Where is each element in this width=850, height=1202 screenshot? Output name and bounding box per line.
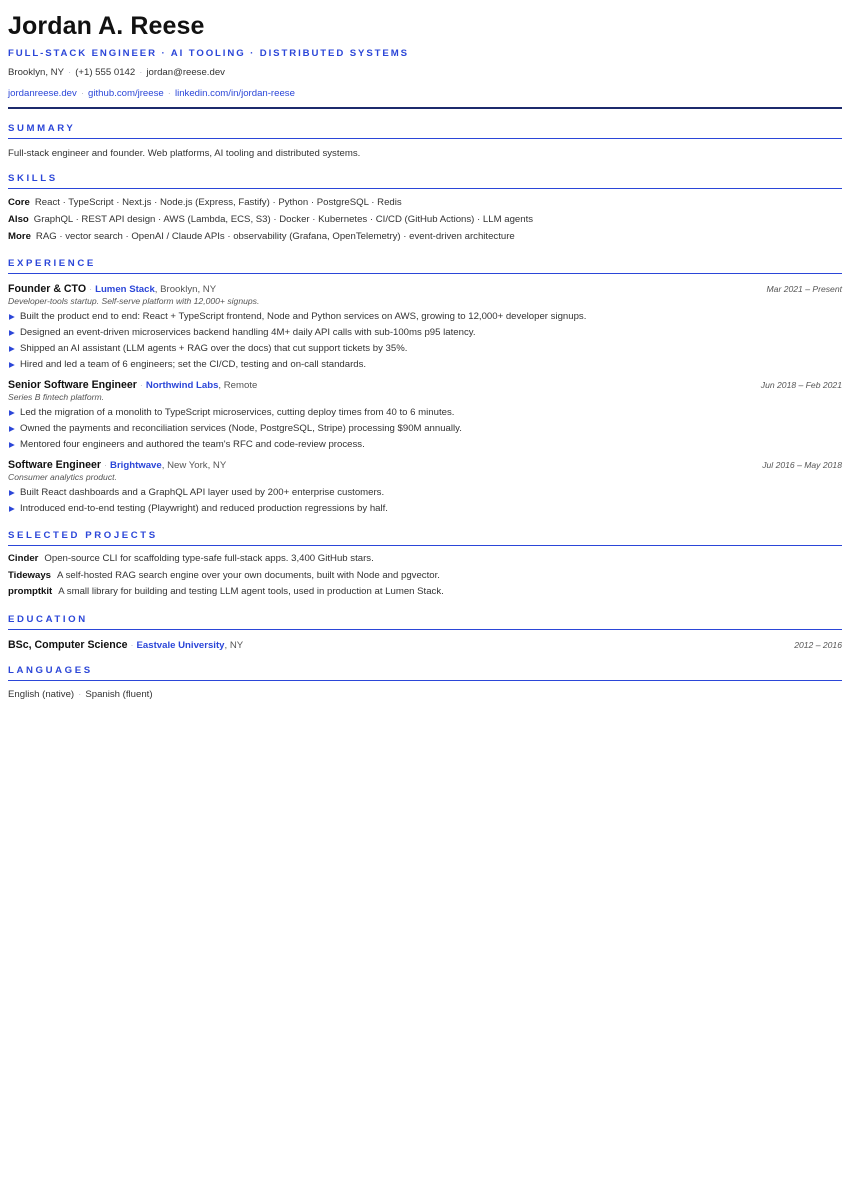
skills-list — [8, 194, 842, 245]
location: Brooklyn, NY — [8, 67, 64, 78]
education-section — [8, 614, 842, 652]
company-name: Brightwave — [110, 460, 162, 471]
project-description: Open-source CLI for scaffolding type-safe full-stack apps. 3,400 GitHub stars. — [44, 553, 374, 564]
project-item — [8, 551, 842, 568]
languages-section — [8, 665, 842, 701]
section-title-languages: LANGUAGES — [8, 665, 842, 681]
email: jordan@reese.dev — [146, 67, 225, 78]
triangle-bullet-icon: ▶ — [9, 344, 15, 353]
language-item: Spanish (fluent) — [85, 688, 153, 700]
projects-section — [8, 530, 842, 601]
skill-items: GraphQL · REST API design · AWS (Lambda, ECS, S3) · Docker · Kubernetes · CI/CD (GitHub Actions) · LLM agents — [33, 214, 534, 225]
separator: · — [104, 460, 108, 470]
list-item — [8, 485, 842, 501]
job-title: Founder & CTO — [8, 283, 87, 295]
bullet-text: Designed an event-driven microservices backend handling 4M+ daily API calls with sub-100ms p95 latency. — [20, 327, 476, 338]
bullet-text: Mentored four engineers and authored the team's RFC and code-review process. — [20, 439, 365, 450]
skill-label: Core — [8, 197, 30, 208]
triangle-bullet-icon: ▶ — [9, 440, 15, 449]
links-line — [8, 88, 842, 100]
company-description: Series B fintech platform. — [8, 392, 105, 402]
skill-row — [8, 228, 842, 245]
triangle-bullet-icon: ▶ — [9, 312, 15, 321]
bullet-text: Shipped an AI assistant (LLM agents + RAG over the docs) that cut support tickets by 35%. — [20, 343, 408, 354]
skill-items: RAG · vector search · OpenAI / Claude APIs · observability (Grafana, OpenTelemetry) · event-driven architecture — [35, 231, 515, 242]
languages-list — [8, 689, 842, 701]
skill-label: Also — [8, 214, 29, 225]
triangle-bullet-icon: ▶ — [9, 424, 15, 433]
education-dates: 2012 – 2016 — [794, 639, 842, 650]
linkedin-link[interactable]: linkedin.com/in/jordan-reese — [174, 88, 295, 99]
job-header — [8, 283, 842, 296]
list-item — [8, 309, 842, 325]
section-title-projects: SELECTED PROJECTS — [8, 530, 842, 546]
github-link[interactable]: github.com/jreese — [88, 88, 164, 99]
skill-items: React · TypeScript · Next.js · Node.js (Express, Fastify) · Python · PostgreSQL · Redis — [34, 197, 402, 208]
section-title-summary: SUMMARY — [8, 123, 842, 139]
project-item — [8, 568, 842, 585]
skill-label: More — [8, 231, 31, 242]
job-title: Software Engineer — [8, 459, 102, 471]
separator: · — [139, 67, 143, 78]
triangle-bullet-icon: ▶ — [9, 488, 15, 497]
skills-section — [8, 173, 842, 245]
job-header — [8, 379, 842, 392]
section-title-experience: EXPERIENCE — [8, 258, 842, 274]
separator: · — [130, 639, 134, 650]
separator: · — [78, 688, 82, 700]
projects-list — [8, 551, 842, 601]
job-dates: Jul 2016 – May 2018 — [762, 460, 842, 470]
project-name: Cinder — [8, 553, 39, 564]
separator: · — [89, 284, 93, 294]
language-item: English (native) — [8, 688, 75, 700]
section-title-skills: SKILLS — [8, 173, 842, 189]
skill-row — [8, 194, 842, 211]
bullet-text: Owned the payments and reconciliation services (Node, PostgreSQL, Stripe) processing $90M annually. — [20, 423, 462, 434]
separator: · — [167, 88, 171, 99]
company-description: Developer-tools startup. Self-serve platform with 12,000+ signups. — [8, 296, 260, 306]
candidate-name: Jordan A. Reese — [8, 12, 205, 40]
job-bullets — [8, 405, 842, 453]
separator: · — [80, 88, 85, 99]
company-description: Consumer analytics product. — [8, 472, 117, 482]
job-dates: Mar 2021 – Present — [766, 284, 842, 294]
school-name: Eastvale University — [136, 639, 225, 651]
website-link[interactable]: jordanreese.dev — [8, 88, 77, 99]
job-location: , Remote — [218, 380, 258, 391]
resume-header — [8, 12, 842, 109]
job-bullets — [8, 485, 842, 517]
job-title: Senior Software Engineer — [8, 379, 137, 391]
job-header — [8, 459, 842, 472]
separator: · — [67, 67, 72, 78]
list-item — [8, 341, 842, 357]
bullet-text: Built React dashboards and a GraphQL API layer used by 200+ enterprise customers. — [20, 487, 385, 498]
summary-text: Full-stack engineer and founder. Web platforms, AI tooling and distributed systems. — [8, 148, 361, 159]
triangle-bullet-icon: ▶ — [9, 408, 15, 417]
list-item — [8, 405, 842, 421]
school-location: , NY — [224, 639, 244, 651]
triangle-bullet-icon: ▶ — [9, 504, 15, 513]
job-entry — [8, 283, 842, 373]
project-item — [8, 584, 842, 601]
contact-line — [8, 67, 842, 79]
job-location: , Brooklyn, NY — [154, 284, 217, 295]
list-item — [8, 357, 842, 373]
project-description: A small library for building and testing LLM agent tools, used in production at Lumen Stack. — [58, 586, 444, 597]
company-name: Lumen Stack — [95, 284, 155, 295]
job-entry — [8, 379, 842, 453]
skill-row — [8, 211, 842, 228]
bullet-text: Led the migration of a monolith to TypeScript microservices, cutting deploy times from 40 to 6 minutes. — [20, 407, 455, 418]
list-item — [8, 437, 842, 453]
phone: (+1) 555 0142 — [75, 67, 136, 78]
list-item — [8, 325, 842, 341]
section-title-education: EDUCATION — [8, 614, 842, 630]
job-entry — [8, 459, 842, 517]
job-bullets — [8, 309, 842, 373]
project-description: A self-hosted RAG search engine over your own documents, built with Node and pgvector. — [57, 569, 440, 581]
project-name: promptkit — [8, 586, 53, 597]
job-location: , New York, NY — [161, 460, 227, 471]
company-name: Northwind Labs — [145, 380, 219, 391]
job-dates: Jun 2018 – Feb 2021 — [760, 380, 842, 390]
bullet-text: Built the product end to end: React + TypeScript frontend, Node and Python services on AWS, growing to 12,000+ developer signups. — [20, 311, 587, 322]
triangle-bullet-icon: ▶ — [9, 328, 15, 337]
bullet-text: Introduced end-to-end testing (Playwright) and reduced production regressions by half. — [20, 503, 388, 514]
triangle-bullet-icon: ▶ — [9, 360, 15, 369]
header-divider — [8, 107, 842, 109]
list-item — [8, 501, 842, 517]
project-name: Tideways — [8, 569, 52, 581]
separator: · — [139, 380, 143, 390]
degree: BSc, Computer Science — [8, 638, 128, 651]
tagline: FULL-STACK ENGINEER · AI TOOLING · DISTRIBUTED SYSTEMS — [8, 48, 409, 59]
list-item — [8, 421, 842, 437]
education-entry — [8, 639, 842, 652]
bullet-text: Hired and led a team of 6 engineers; set the CI/CD, testing and on-call standards. — [20, 359, 367, 370]
summary-section — [8, 123, 842, 160]
experience-section — [8, 258, 842, 517]
